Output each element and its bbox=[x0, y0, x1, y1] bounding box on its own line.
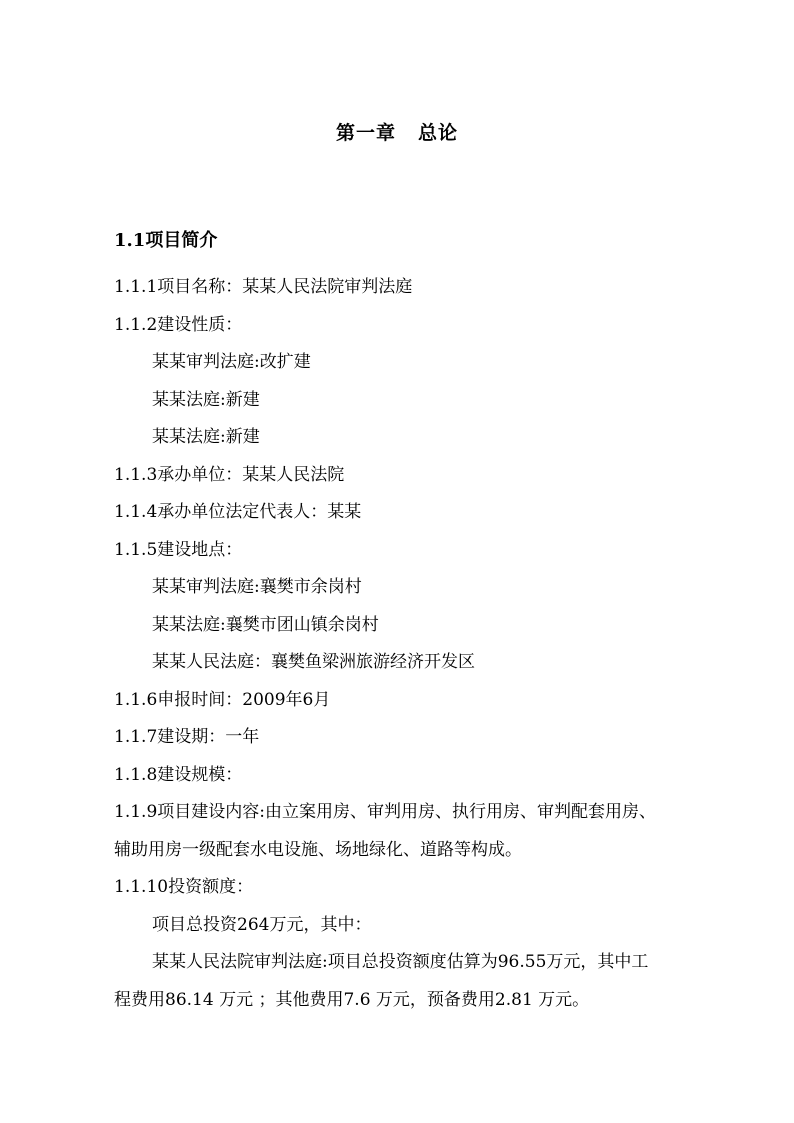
construction-site-item: 某某审判法庭:襄樊市余岗村 bbox=[152, 577, 362, 597]
investment-amount-line: 1.1.10投资额度： bbox=[114, 877, 254, 897]
section-heading: 1.1项目简介 bbox=[114, 230, 218, 251]
chapter-title bbox=[0, 118, 794, 145]
construction-period-line: 1.1.7建设期：一年 bbox=[114, 727, 260, 747]
construction-site-item: 某某人民法庭：襄樊鱼梁洲旅游经济开发区 bbox=[152, 652, 475, 672]
court-investment-line: 某某人民法院审判法庭:项目总投资额度估算为96.55万元，其中工 bbox=[152, 952, 649, 972]
chapter-number: 第一章 bbox=[335, 122, 396, 144]
court-investment-continued: 程费用86.14 万元 ；其他费用7.6 万元，预备费用2.81 万元。 bbox=[114, 990, 590, 1010]
legal-representative-line: 1.1.4承办单位法定代表人：某某 bbox=[114, 502, 362, 522]
construction-nature-item: 某某法庭:新建 bbox=[152, 390, 260, 410]
construction-nature-item: 某某审判法庭:改扩建 bbox=[152, 352, 311, 372]
construction-site-line: 1.1.5建设地点： bbox=[114, 540, 243, 560]
construction-nature-item: 某某法庭:新建 bbox=[152, 427, 260, 447]
chapter-name: 总论 bbox=[418, 122, 459, 144]
total-investment-line: 项目总投资264万元，其中： bbox=[152, 915, 372, 935]
project-name-line: 1.1.1项目名称：某某人民法院审判法庭 bbox=[114, 277, 413, 297]
declaration-time-line: 1.1.6申报时间：2009年6月 bbox=[114, 690, 331, 710]
construction-site-item: 某某法庭:襄樊市团山镇余岗村 bbox=[152, 615, 379, 635]
construction-content-line: 1.1.9项目建设内容:由立案用房、审判用房、执行用房、审判配套用房、 bbox=[114, 802, 656, 822]
undertaking-unit-line: 1.1.3承办单位：某某人民法院 bbox=[114, 465, 345, 485]
construction-content-continued: 辅助用房一级配套水电设施、场地绿化、道路等构成。 bbox=[114, 840, 522, 860]
construction-nature-line: 1.1.2建设性质： bbox=[114, 315, 243, 335]
construction-scale-line: 1.1.8建设规模： bbox=[114, 765, 243, 785]
